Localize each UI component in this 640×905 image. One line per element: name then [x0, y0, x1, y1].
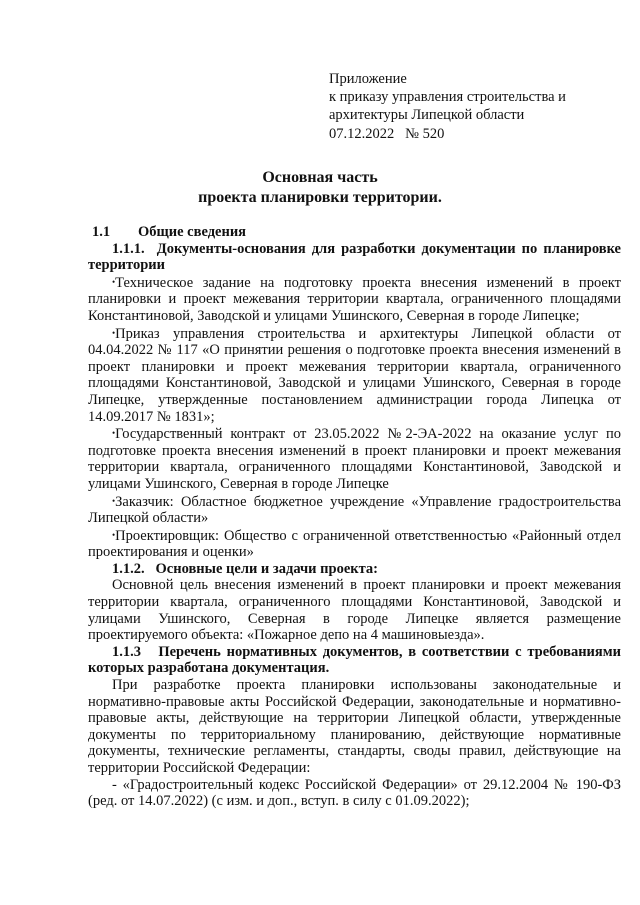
list-item [88, 274, 621, 325]
title-line: проекта планировки территории. [198, 189, 442, 206]
section-number: 1.1 [92, 224, 111, 240]
bullet-icon: • [112, 276, 116, 287]
list-item: - «Градостроительный кодекс Российской Федерации» от 29.12.2004 № 190-ФЗ (ред. от 14.07.2022) (с изм. и доп., вступ. в силу с 01.09.2022); [88, 776, 621, 810]
subsection-heading: 1.1.2. Основные цели и задачи проекта: [112, 560, 378, 577]
document-title [0, 168, 640, 208]
bullet-icon: • [112, 327, 116, 338]
appendix-block [329, 70, 566, 143]
appendix-line: к приказу управления строительства и [329, 89, 566, 106]
bullet-icon: • [112, 428, 116, 439]
list-item [88, 425, 621, 492]
appendix-date-number: 07.12.2022 № 520 [329, 125, 445, 142]
appendix-line: Приложение [329, 71, 407, 87]
list-item [88, 493, 621, 527]
list-item-text: Проектировщик: Общество с ограниченной ответственностью «Районный отдел проектирования и оценки» [88, 527, 621, 561]
list-item-text: Приказ управления строительства и архитектуры Липецкой области от 04.04.2022 № 117 «О принятии решения о подготовке проекта внесения изменений в проект планировки и проект межевания территории квартала, ограниченного площадями Константиновой, Заводской и улицами Ушинского, Северная в городе Липецке, утвержденные постановлением администрации города Липецка от 14.09.2017 № 1831»; [88, 325, 621, 425]
list-item-text: Техническое задание на подготовку проекта внесения изменений в проект планировки и проект межевания территории квартала, ограниченного площадями Константиновой, Заводской и улицами Ушинского, Северная в городе Липецке; [88, 274, 621, 324]
list-item-text: Государственный контракт от 23.05.2022 №2-ЭА-2022 на оказание услуг по подготовке проекта внесения изменений в проект планировки и проект межевания территории квартала, ограниченного площадями Константиновой, Заводской и улицами Ушинского, Северная в городе Липецке [88, 426, 621, 492]
subsection-heading: 1.1.3 Перечень нормативных документов, в соответствии с требованиями которых разработана документация. [88, 643, 625, 677]
paragraph: При разработке проекта планировки использованы законодательные и нормативно-правовые акты Российской Федерации, законодательные и нормативно-правовые акты, действующие на территории Липецкой области, утвержденные документы по территориальному планированию, действующие нормативные документы, технические регламенты, стандарты, своды правил, действующие на территории Российской Федерации: [88, 677, 621, 776]
list-item-text: Заказчик: Областное бюджетное учреждение «Управление градостроительства Липецкой области» [88, 493, 621, 527]
document-body [88, 224, 625, 810]
bullet-icon: • [112, 529, 116, 540]
subsection-heading: 1.1.1. Документы-основания для разработки документации по планировке территории [88, 240, 625, 274]
section-title: Общие сведения [138, 224, 247, 240]
appendix-line: архитектуры Липецкой области [329, 107, 525, 124]
section-heading [88, 224, 621, 241]
bullet-icon: • [112, 495, 116, 506]
title-line: Основная часть [262, 169, 378, 186]
paragraph: Основной цель внесения изменений в проект планировки и проект межевания территории квартала, ограниченного площадями Константиновой, Заводской и улицами Ушинского, Северная в городе Липецке является размещение проектируемого объекта: «Пожарное депо на 4 машиновыезда». [88, 577, 621, 644]
list-item [88, 527, 621, 561]
list-item [88, 325, 621, 426]
